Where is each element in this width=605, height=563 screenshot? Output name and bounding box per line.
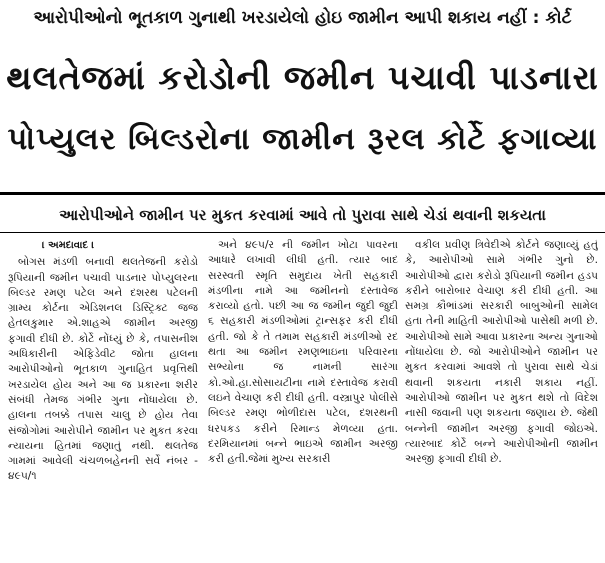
article-column-2 <box>208 238 398 558</box>
headline-divider <box>0 192 605 195</box>
article-column-1 <box>8 238 198 558</box>
article-column-3 <box>405 238 598 558</box>
deck-subheadline: આરોપીઓને જામીન પર મુકત કરવામાં આવે તો પુરાવા સાથે ચેડાં થવાની શકયતા <box>59 206 546 224</box>
column-3-text: વકીલ પ્રવીણ ત્રિવેદીએ કોર્ટને જણાવ્યું હતું કે, આરોપીઓ સામે ગંભીર ગુનો છે. આરોપીઓ દ્વારા કરોડો રૂપિયાની જમીન હડપ કરીને બારોબાર વેચાણ કરી દીધી હતી. આ સમગ્ર કૌભાંડમાં સરકારી બાબુઓની સામેલ હતા તેની માહિતી આરોપીઓ પાસેથી મળી છે. આરોપીઓ સામે આવા પ્રકારના અન્ય ગુનાઓ નોંધાયેલા છે. જો આરોપીઓને જામીન પર મુકત કરવામાં આવશે તો પુરાવા સાથે ચેડાં થવાની શકયતા નકારી શકાય નહીં. આરોપીઓ જામીન પર મુકત થશે તો વિદેશ નાસી જવાની પણ શકયતા જણાય છે. જેથી બન્નેની જામીન અરજી ફગાવી જોઇએ. ત્યારબાદ કોર્ટે બન્ને આરોપીઓની જામીન અરજી ફગાવી દીધી છે. <box>405 239 598 466</box>
deck-divider <box>0 232 605 233</box>
column-2-text: અને ૪૯૫/ર ની જમીન ખોટા પાવરના આધારે લખાવી લીધી હતી. ત્યાર બાદ સરસ્વતી સ્મૃતિ સમુદાય ખેતી સહકારી મંડળીના નામે આ જમીનનો દસ્તાવેજ કરાવ્યો હતો. પછી આ જ જમીન જુદી જુદી ૬ સહકારી મંડળીઓમાં ટ્રાન્સફર કરી દીધી હતી. જો કે તે તમામ સહકારી મંડળીઓ રદ થતા આ જમીન રમણભાઇના પરિવારના સભ્યોના જ નામની સારંગા કો.ઓ.હા.સોસાયટીના નામે દસ્તાવેજ કરાવી લઇને વેચાણ કરી દીધી હતી. વસ્ત્રાપુર પોલીસે બિલ્ડર રમણ ભોળીદાસ પટેલ, દશરથની ધરપકડ કરીને રિમાન્ડ મેળવ્યા હતા. દરમિયાનમાં બન્ને ભાઇએ જામીન અરજી કરી હતી.જેમાં મુખ્ય સરકારી <box>208 239 398 466</box>
headline-line-2: પોપ્યુલર બિલ્ડરોના જામીન રૂરલ કોર્ટે ફગાવ્યા <box>7 122 598 157</box>
kicker-line: આરોપીઓનો ભૂતકાળ ગુનાથી ખરડાયેલો હોઇ જામીન આપી શકાય નહીં : કોર્ટ <box>33 8 572 28</box>
column-1-text: બોગસ મંડળી બનાવી થલતેજની કરોડો રૂપિયાની જમીન પચાવી પાડનાર પોપ્યુલરના બિલ્ડર રમણ પટેલ અને દશરથ પટેલની ગ્રામ્ય કોર્ટના એડિશનલ ડિસ્ટ્રિક્ટ જજ હેતલકુમાર એ.શાહએ જામીન અરજી ફગાવી દીધી છે. કોર્ટે નોંધ્યું છે કે, તપાસનીશ અધિકારીની એફિડેવીટ જોતા હાલના આરોપીઓનો ભૂતકાળ ગુનાહિત પ્રવૃત્તિથી ખરડાયેલ હોય અને આ જ પ્રકારના શરીર સંબંધી તેમજ ગંભીર ગુના નોંધાયેલા છે. હાલના તબક્કે તપાસ ચાલુ છે હોય તેવા સંજોગોમાં આરોપીને જામીન પર મુકત કરવા ન્યાયના હિતમાં જણાતું નથી. થલતેજ ગામમાં આવેલી ચંચળબહેનની સર્વે નંબર - ૪૯૫/૧ <box>8 256 198 483</box>
dateline: । અમદાવાદ । <box>42 240 95 251</box>
headline-line-1: થલતેજમાં કરોડોની જમીન પચાવી પાડનારા <box>6 58 599 97</box>
